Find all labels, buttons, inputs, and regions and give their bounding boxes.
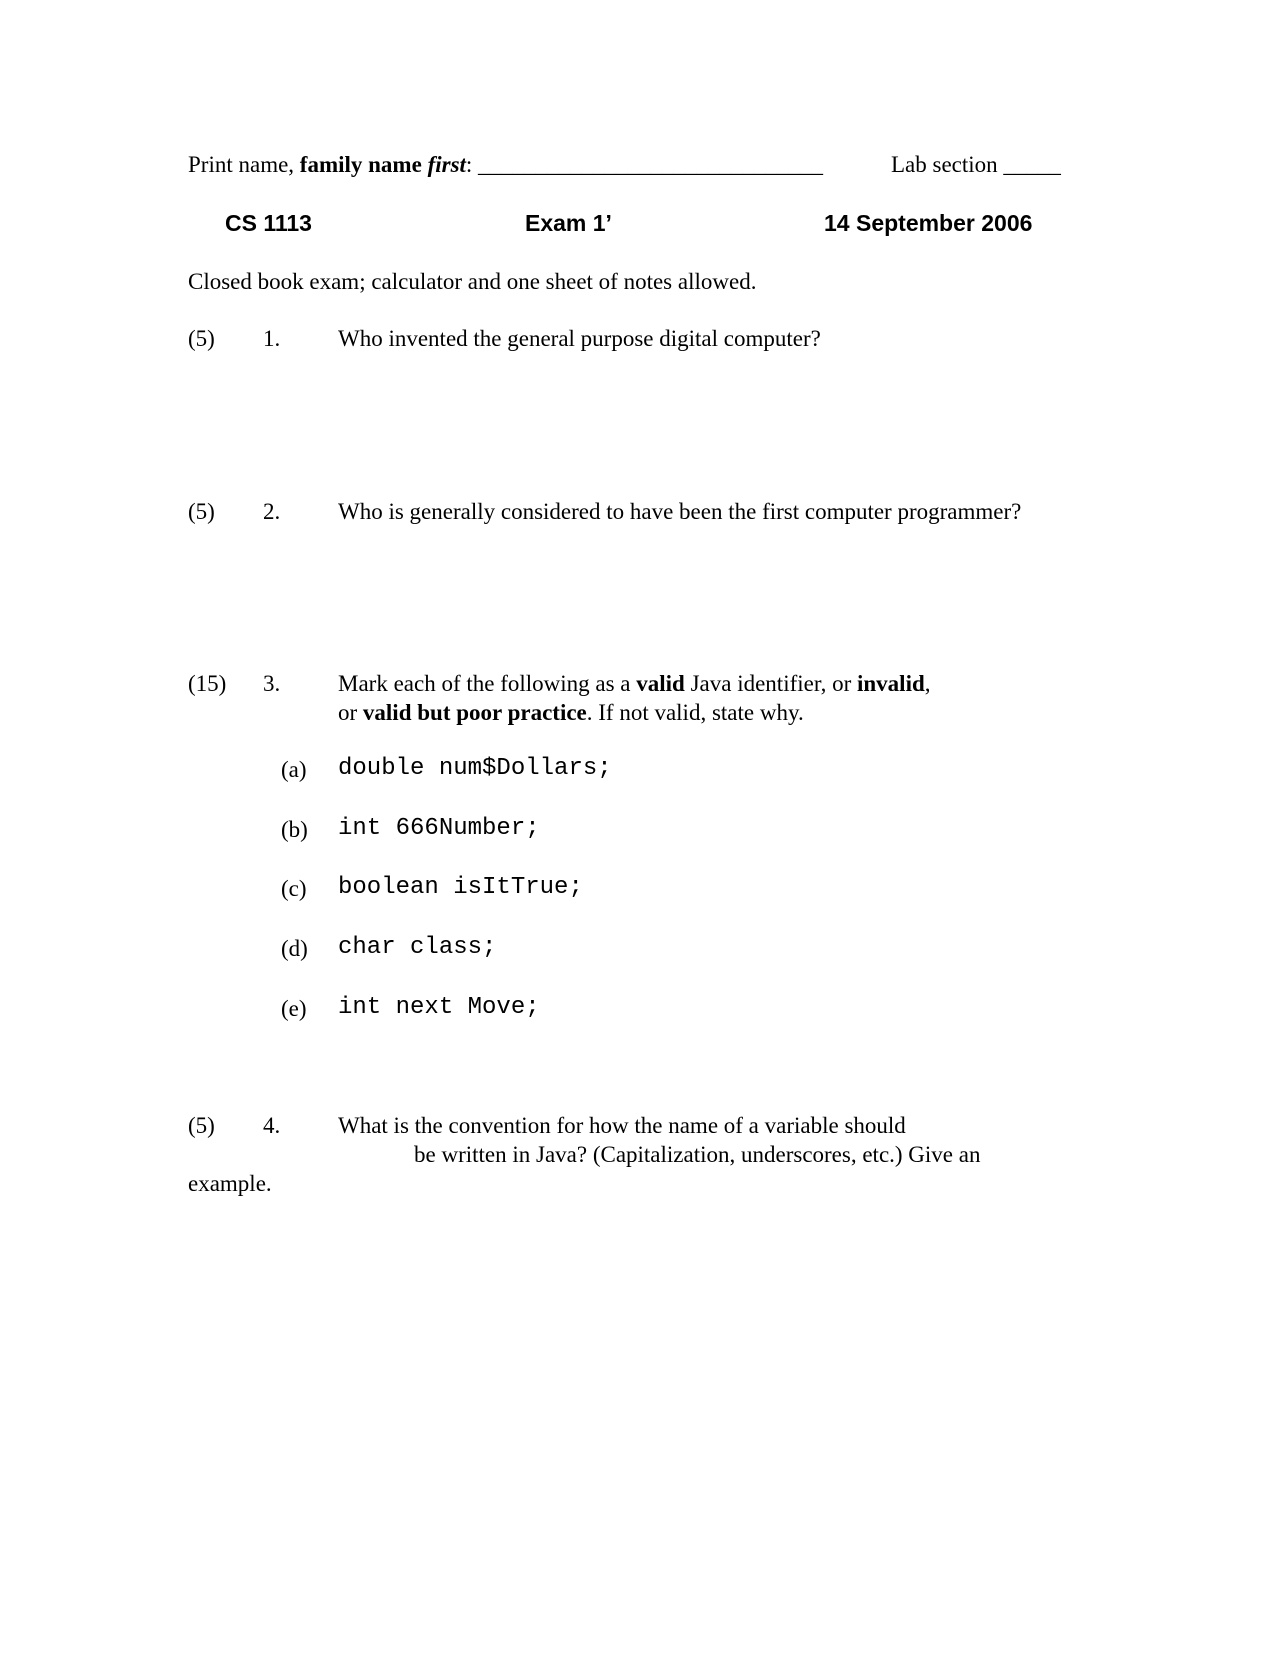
q1-points: (5) xyxy=(188,326,215,351)
q4-number: 4. xyxy=(263,1113,281,1138)
part-label-d: (d) xyxy=(281,936,308,961)
course-title: CS 1113 xyxy=(225,210,312,236)
first-label: first xyxy=(427,152,466,177)
part-code-b: int 666Number; xyxy=(338,815,540,842)
invalid-term: invalid xyxy=(857,671,925,696)
name-blank[interactable]: ______________________________ xyxy=(478,152,824,177)
poor-practice-term: valid but poor practice xyxy=(362,700,587,725)
lab-section-label: Lab section xyxy=(891,152,998,177)
q4-line1: What is the convention for how the name of a variable should xyxy=(338,1113,906,1138)
exam-date: 14 September 2006 xyxy=(824,210,1033,236)
part-label-e: (e) xyxy=(281,996,307,1021)
q1-text: Who invented the general purpose digital computer? xyxy=(338,326,821,351)
exam-title: Exam 1’ xyxy=(525,210,612,236)
q3-number: 3. xyxy=(263,671,281,696)
q4-line2: be written in Java? (Capitalization, underscores, etc.) Give an xyxy=(414,1142,981,1167)
part-label-b: (b) xyxy=(281,817,308,842)
colon: : xyxy=(465,152,473,177)
part-code-a: double num$Dollars; xyxy=(338,755,612,782)
q2-text: Who is generally considered to have been the first computer programmer? xyxy=(338,499,1022,524)
part-code-d: char class; xyxy=(338,934,497,961)
part-label-a: (a) xyxy=(281,757,307,782)
lab-section-blank[interactable]: _____ xyxy=(1003,152,1061,177)
print-name-label: Print name, xyxy=(188,152,300,177)
q2-number: 2. xyxy=(263,499,281,524)
q4-points: (5) xyxy=(188,1113,215,1138)
q1-number: 1. xyxy=(263,326,281,351)
instructions: Closed book exam; calculator and one sheet of notes allowed. xyxy=(188,269,757,294)
q3-points: (15) xyxy=(188,671,227,696)
part-label-c: (c) xyxy=(281,876,307,901)
lab-section-line xyxy=(891,153,1061,176)
name-line xyxy=(188,153,823,176)
family-name-label: family name xyxy=(299,152,428,177)
part-code-e: int next Move; xyxy=(338,994,540,1021)
valid-term: valid xyxy=(636,671,685,696)
q3-line2: or valid but poor practice. If not valid, state why. xyxy=(338,700,804,725)
q3-line1: Mark each of the following as a valid Java identifier, or invalid, xyxy=(338,671,931,696)
q4-line3: example. xyxy=(188,1171,272,1196)
part-code-c: boolean isItTrue; xyxy=(338,874,583,901)
q2-points: (5) xyxy=(188,499,215,524)
